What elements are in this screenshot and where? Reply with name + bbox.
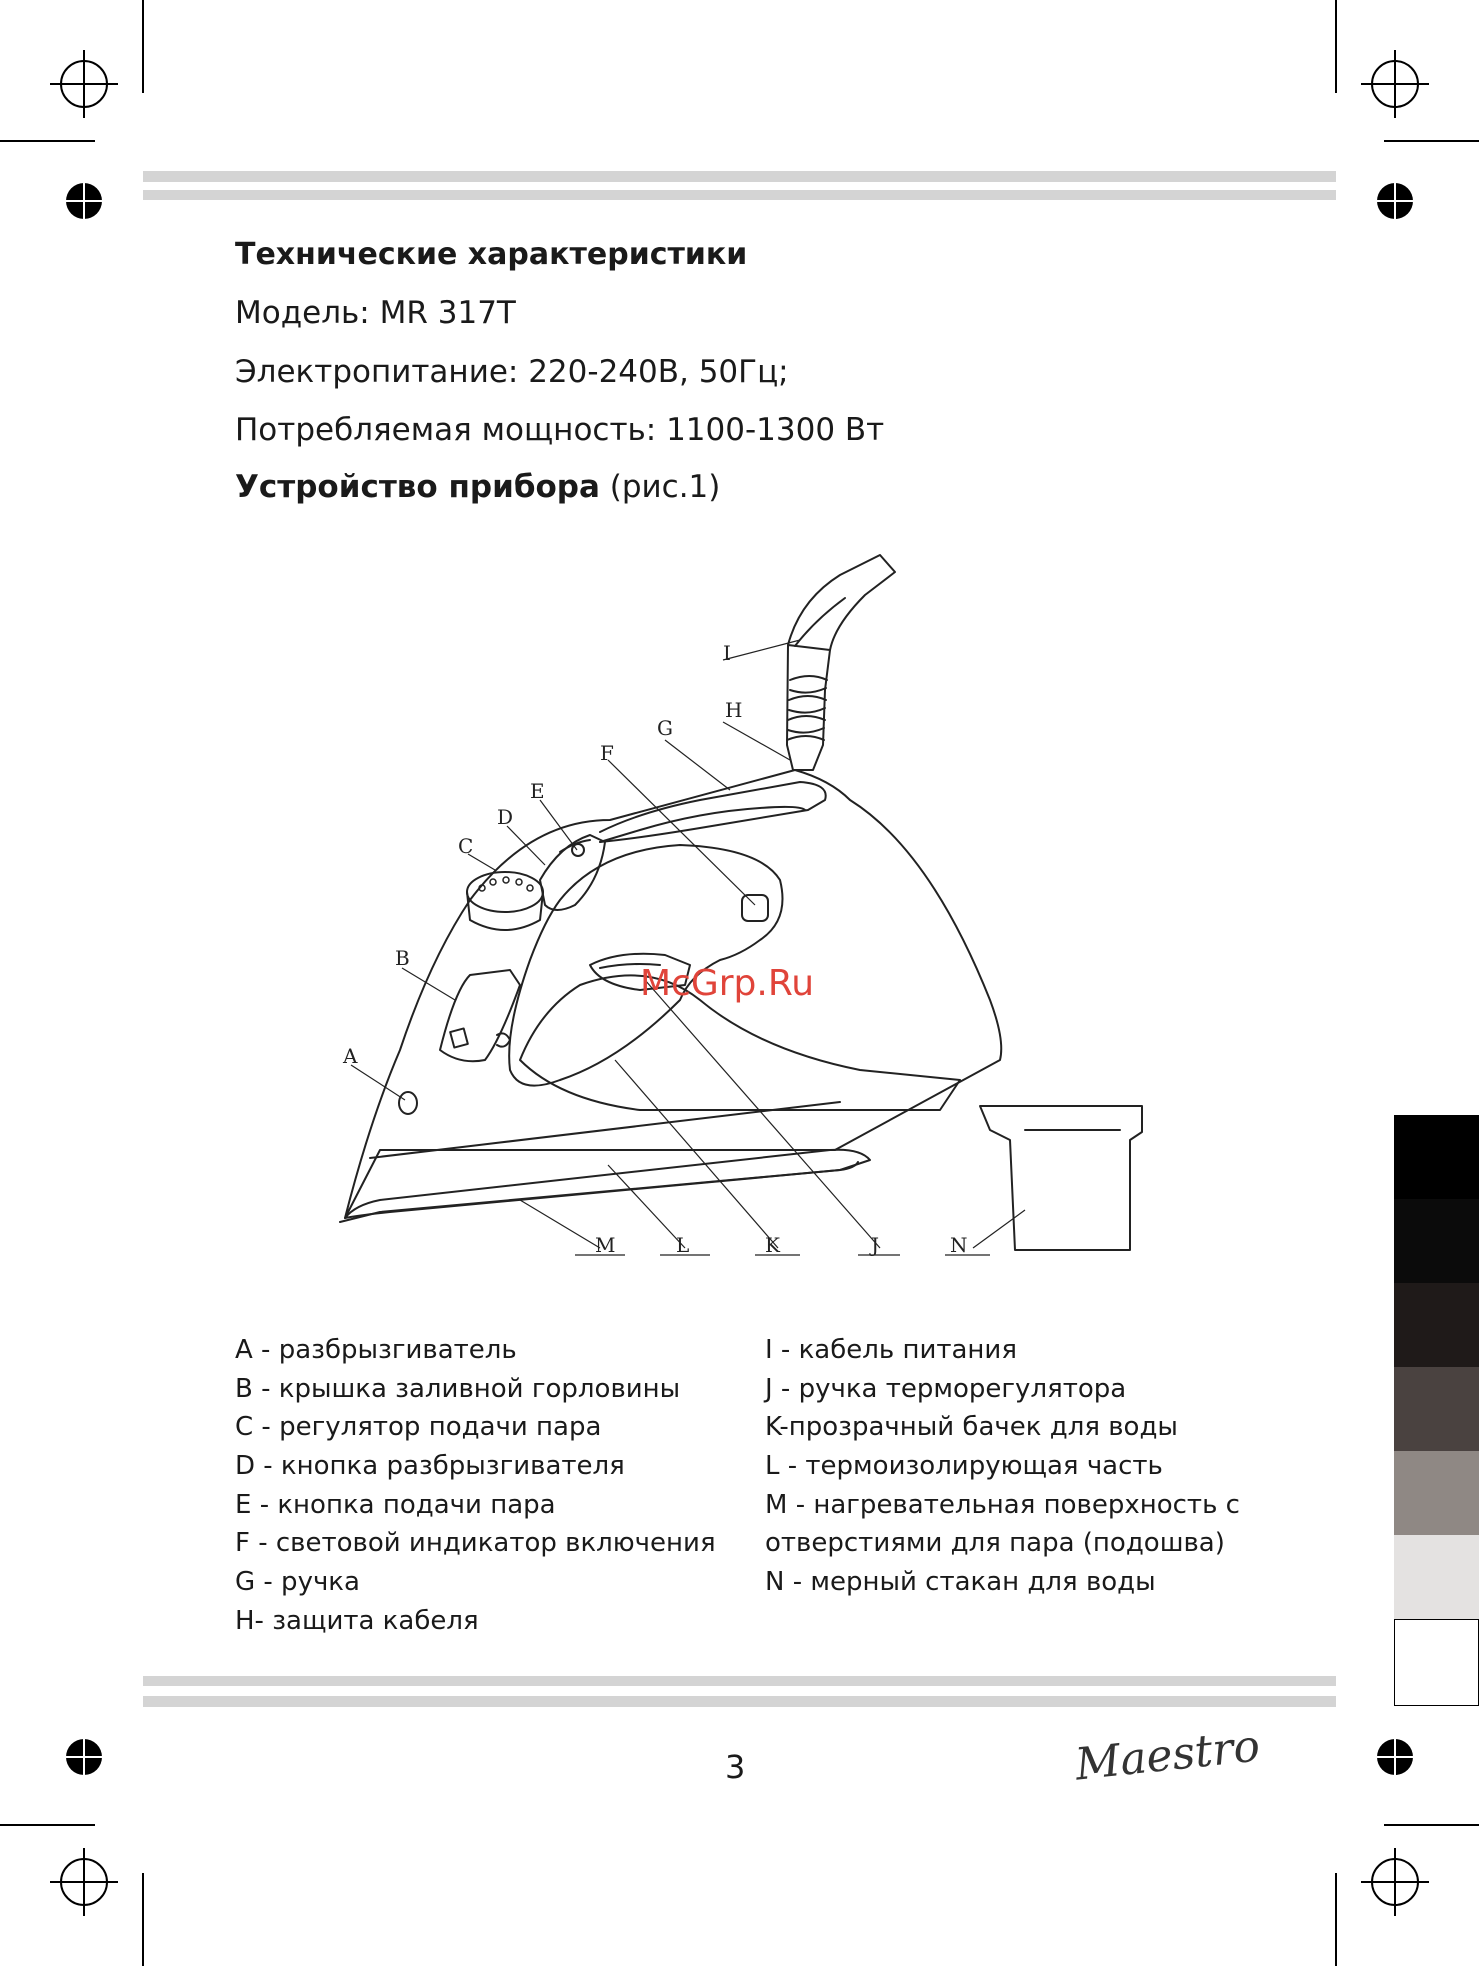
fig-label-e: E (530, 779, 545, 803)
fig-label-l: L (676, 1233, 690, 1257)
legend-item: F - световой индикатор включения (235, 1528, 716, 1559)
fig-label-i: I (723, 641, 731, 665)
legend-item: G - ручка (235, 1567, 360, 1598)
legend-left (235, 1331, 716, 1641)
fig-label-k: K (765, 1233, 780, 1257)
color-swatch (1394, 1367, 1479, 1451)
legend-item: A - разбрызгиватель (235, 1335, 517, 1365)
device-heading-ref: (рис.1) (599, 469, 721, 505)
fig-label-n: N (950, 1233, 968, 1257)
page-number: 3 (725, 1748, 746, 1786)
legend-item: N - мерный стакан для воды (765, 1567, 1156, 1598)
power-supply-line: Электропитание: 220-240В, 50Гц; (235, 354, 789, 390)
legend-item: K-прозрачный бачек для воды (765, 1412, 1178, 1443)
fig-label-j: J (871, 1233, 880, 1257)
brand-logo: Maestro (1072, 1720, 1263, 1791)
legend-item: I - кабель питания (765, 1335, 1017, 1365)
fig-label-h: H (725, 698, 743, 722)
color-swatch (1394, 1115, 1479, 1199)
color-swatch (1394, 1283, 1479, 1367)
fig-label-m: M (595, 1233, 616, 1257)
legend-item: M - нагревательная поверхность с (765, 1489, 1240, 1520)
fig-label-g: G (657, 716, 673, 740)
color-swatch (1394, 1619, 1479, 1706)
fig-label-c: C (458, 834, 474, 858)
legend-item: E - кнопка подачи пара (235, 1489, 556, 1520)
model-line: Модель: MR 317T (235, 295, 516, 331)
fig-label-b: B (395, 946, 410, 970)
watermark: McGrp.Ru (640, 963, 815, 1004)
color-swatch (1394, 1451, 1479, 1535)
fig-label-f: F (600, 741, 614, 765)
legend-right (765, 1331, 1240, 1602)
color-swatch (1394, 1199, 1479, 1283)
fig-label-d: D (497, 805, 514, 829)
legend-item: отверстиями для пара (подошва) (765, 1528, 1225, 1559)
legend-item: L - термоизолирующая часть (765, 1451, 1163, 1482)
legend-item: D - кнопка разбрызгивателя (235, 1451, 625, 1482)
legend-item: C - регулятор подачи пара (235, 1412, 602, 1443)
specs-heading: Технические характеристики (235, 237, 748, 272)
color-swatch (1394, 1535, 1479, 1619)
legend-item: J - ручка терморегулятора (765, 1373, 1127, 1404)
fig-label-a: A (343, 1044, 358, 1068)
legend-item: H- защита кабеля (235, 1605, 479, 1636)
device-heading-bold: Устройство прибора (235, 469, 600, 505)
legend-item: B - крышка заливной горловины (235, 1373, 681, 1404)
power-consumption-line: Потребляемая мощность: 1100-1300 Вт (235, 412, 885, 448)
